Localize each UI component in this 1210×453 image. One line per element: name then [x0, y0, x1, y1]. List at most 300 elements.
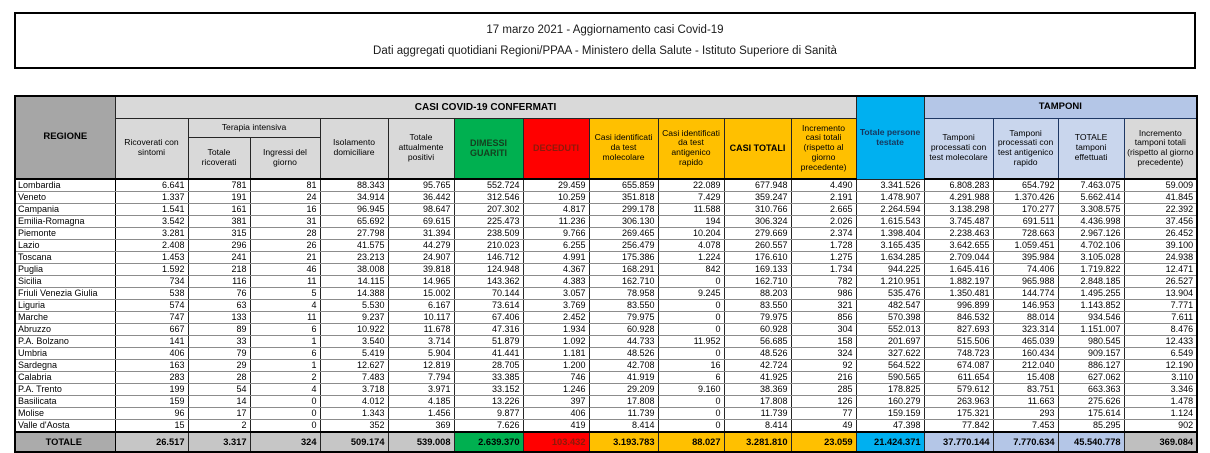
value-cell: 70.144: [454, 288, 523, 300]
region-cell: Molise: [15, 408, 115, 420]
value-cell: 13.226: [454, 396, 523, 408]
value-cell: 0: [250, 396, 320, 408]
region-cell: Basilicata: [15, 396, 115, 408]
value-cell: 677.948: [724, 179, 791, 192]
value-cell: 24: [250, 192, 320, 204]
column-header-ingressi-del-giorno: Ingressi del giorno: [250, 137, 320, 179]
value-cell: 6.167: [388, 300, 454, 312]
value-cell: 26.452: [1124, 228, 1197, 240]
value-cell: 352: [320, 420, 388, 433]
value-cell: 160.434: [993, 348, 1058, 360]
value-cell: 4.817: [523, 204, 589, 216]
value-cell: 47.398: [856, 420, 924, 433]
value-cell: 143.362: [454, 276, 523, 288]
value-cell: 194: [658, 216, 724, 228]
value-cell: 574: [115, 300, 188, 312]
value-cell: 74.406: [993, 264, 1058, 276]
value-cell: 14.388: [320, 288, 388, 300]
region-cell: Friuli Venezia Giulia: [15, 288, 115, 300]
value-cell: 38.008: [320, 264, 388, 276]
value-cell: 88.027: [658, 432, 724, 452]
value-cell: 23.059: [791, 432, 856, 452]
value-cell: 159.159: [856, 408, 924, 420]
value-cell: 263.963: [924, 396, 993, 408]
value-cell: 33.152: [454, 384, 523, 396]
value-cell: 293: [993, 408, 1058, 420]
value-cell: 590.565: [856, 372, 924, 384]
value-cell: 2.967.126: [1058, 228, 1124, 240]
value-cell: 0: [658, 312, 724, 324]
region-cell: Emilia-Romagna: [15, 216, 115, 228]
value-cell: 2.191: [791, 192, 856, 204]
value-cell: 15: [115, 420, 188, 433]
value-cell: 67.406: [454, 312, 523, 324]
value-cell: 51.879: [454, 336, 523, 348]
region-cell: Puglia: [15, 264, 115, 276]
region-cell: Sicilia: [15, 276, 115, 288]
value-cell: 6.255: [523, 240, 589, 252]
value-cell: 85.295: [1058, 420, 1124, 433]
value-cell: 10.259: [523, 192, 589, 204]
value-cell: 934.546: [1058, 312, 1124, 324]
table-row: [15, 192, 1197, 204]
value-cell: 49: [791, 420, 856, 433]
value-cell: 1.882.197: [924, 276, 993, 288]
value-cell: 77: [791, 408, 856, 420]
value-cell: 1.495.255: [1058, 288, 1124, 300]
value-cell: 169.133: [724, 264, 791, 276]
value-cell: 515.506: [924, 336, 993, 348]
column-header-incremento-tamponi: Incremento tamponi totali (rispetto al giorno precedente): [1124, 118, 1197, 179]
value-cell: 2.374: [791, 228, 856, 240]
value-cell: 9.877: [454, 408, 523, 420]
value-cell: 321: [791, 300, 856, 312]
value-cell: 1.246: [523, 384, 589, 396]
value-cell: 856: [791, 312, 856, 324]
value-cell: 26.527: [1124, 276, 1197, 288]
value-cell: 7.771: [1124, 300, 1197, 312]
value-cell: 1.398.404: [856, 228, 924, 240]
value-cell: 654.792: [993, 179, 1058, 192]
value-cell: 1.337: [115, 192, 188, 204]
value-cell: 17.808: [589, 396, 658, 408]
value-cell: 41.925: [724, 372, 791, 384]
value-cell: 212.040: [993, 360, 1058, 372]
value-cell: 8.414: [589, 420, 658, 433]
value-cell: 655.859: [589, 179, 658, 192]
table-row: [15, 204, 1197, 216]
value-cell: 260.557: [724, 240, 791, 252]
value-cell: 304: [791, 324, 856, 336]
band-header-tamponi: TAMPONI: [924, 96, 1197, 118]
value-cell: 296: [188, 240, 250, 252]
value-cell: 482.547: [856, 300, 924, 312]
region-cell: Calabria: [15, 372, 115, 384]
value-cell: 535.476: [856, 288, 924, 300]
value-cell: 60.928: [724, 324, 791, 336]
table-header: [15, 96, 1197, 179]
table-row: [15, 324, 1197, 336]
value-cell: 5.530: [320, 300, 388, 312]
value-cell: 27.798: [320, 228, 388, 240]
table-body: [15, 179, 1197, 452]
value-cell: 0: [658, 324, 724, 336]
value-cell: 126: [791, 396, 856, 408]
value-cell: 31: [250, 216, 320, 228]
covid-data-table: [14, 95, 1198, 453]
value-cell: 10.922: [320, 324, 388, 336]
value-cell: 6: [250, 324, 320, 336]
value-cell: 1.456: [388, 408, 454, 420]
value-cell: 285: [791, 384, 856, 396]
value-cell: 63: [188, 300, 250, 312]
value-cell: 1.092: [523, 336, 589, 348]
value-cell: 397: [523, 396, 589, 408]
value-cell: 33.385: [454, 372, 523, 384]
value-cell: 980.545: [1058, 336, 1124, 348]
value-cell: 846.532: [924, 312, 993, 324]
value-cell: 225.473: [454, 216, 523, 228]
value-cell: 351.818: [589, 192, 658, 204]
value-cell: 1.124: [1124, 408, 1197, 420]
value-cell: 3.057: [523, 288, 589, 300]
column-header-tamponi-antigenico: Tamponi processati con test antigenico rapido: [993, 118, 1058, 179]
value-cell: 465.039: [993, 336, 1058, 348]
value-cell: 6: [658, 372, 724, 384]
value-cell: 2.408: [115, 240, 188, 252]
value-cell: 163: [115, 360, 188, 372]
value-cell: 3.745.487: [924, 216, 993, 228]
value-cell: 2.452: [523, 312, 589, 324]
value-cell: 3.317: [188, 432, 250, 452]
value-cell: 22.089: [658, 179, 724, 192]
report-title-line2: Dati aggregati quotidiani Regioni/PPAA - Ministero della Salute - Istituto Superiore di Sanità: [373, 45, 837, 57]
value-cell: 1.592: [115, 264, 188, 276]
value-cell: 6.549: [1124, 348, 1197, 360]
region-cell: Veneto: [15, 192, 115, 204]
value-cell: 552.724: [454, 179, 523, 192]
value-cell: 256.479: [589, 240, 658, 252]
value-cell: 17.808: [724, 396, 791, 408]
value-cell: 1.350.481: [924, 288, 993, 300]
value-cell: 7.429: [658, 192, 724, 204]
value-cell: 3.281.810: [724, 432, 791, 452]
value-cell: 1.275: [791, 252, 856, 264]
value-cell: 170.277: [993, 204, 1058, 216]
value-cell: 1: [250, 360, 320, 372]
value-cell: 886.127: [1058, 360, 1124, 372]
value-cell: 0: [658, 396, 724, 408]
column-header-tamponi-molecolare: Tamponi processati con test molecolare: [924, 118, 993, 179]
value-cell: 4.291.988: [924, 192, 993, 204]
value-cell: 299.178: [589, 204, 658, 216]
report-title-line1: 17 marzo 2021 - Aggiornamento casi Covid-19: [486, 24, 724, 36]
band-header-casi-confermati: CASI COVID-19 CONFERMATI: [115, 96, 856, 118]
value-cell: 570.398: [856, 312, 924, 324]
value-cell: 306.324: [724, 216, 791, 228]
value-cell: 26.517: [115, 432, 188, 452]
value-cell: 31.394: [388, 228, 454, 240]
value-cell: 47.316: [454, 324, 523, 336]
value-cell: 14.115: [320, 276, 388, 288]
value-cell: 39.818: [388, 264, 454, 276]
value-cell: 3.971: [388, 384, 454, 396]
table-row: [15, 288, 1197, 300]
value-cell: 7.453: [993, 420, 1058, 433]
value-cell: 21: [250, 252, 320, 264]
value-cell: 175.386: [589, 252, 658, 264]
table-row: [15, 264, 1197, 276]
value-cell: 3.308.575: [1058, 204, 1124, 216]
value-cell: 2: [250, 372, 320, 384]
region-cell: Valle d'Aosta: [15, 420, 115, 433]
region-cell: Liguria: [15, 300, 115, 312]
value-cell: 369.084: [1124, 432, 1197, 452]
value-cell: 146.712: [454, 252, 523, 264]
value-cell: 996.899: [924, 300, 993, 312]
value-cell: 3.110: [1124, 372, 1197, 384]
table-row: [15, 240, 1197, 252]
value-cell: 162.710: [589, 276, 658, 288]
value-cell: 16: [250, 204, 320, 216]
value-cell: 69.615: [388, 216, 454, 228]
value-cell: 79.975: [589, 312, 658, 324]
value-cell: 98.647: [388, 204, 454, 216]
value-cell: 133: [188, 312, 250, 324]
value-cell: 1.478: [1124, 396, 1197, 408]
value-cell: 1.181: [523, 348, 589, 360]
value-cell: 944.225: [856, 264, 924, 276]
value-cell: 538: [115, 288, 188, 300]
value-cell: 17: [188, 408, 250, 420]
value-cell: 3.540: [320, 336, 388, 348]
value-cell: 2.264.594: [856, 204, 924, 216]
value-cell: 324: [250, 432, 320, 452]
value-cell: 21.424.371: [856, 432, 924, 452]
value-cell: 41.575: [320, 240, 388, 252]
value-cell: 734: [115, 276, 188, 288]
value-cell: 37.770.144: [924, 432, 993, 452]
table-row: [15, 336, 1197, 348]
value-cell: 83.751: [993, 384, 1058, 396]
value-cell: 210.023: [454, 240, 523, 252]
band-header-terapia-intensiva: Terapia intensiva: [188, 118, 320, 137]
value-cell: 9.245: [658, 288, 724, 300]
value-cell: 3.138.298: [924, 204, 993, 216]
value-cell: 54: [188, 384, 250, 396]
value-cell: 162.710: [724, 276, 791, 288]
value-cell: 842: [658, 264, 724, 276]
value-cell: 29.209: [589, 384, 658, 396]
value-cell: 11.678: [388, 324, 454, 336]
value-cell: 1.634.285: [856, 252, 924, 264]
value-cell: 65.692: [320, 216, 388, 228]
value-cell: 103.432: [523, 432, 589, 452]
value-cell: 7.483: [320, 372, 388, 384]
value-cell: 1.143.852: [1058, 300, 1124, 312]
value-cell: 201.697: [856, 336, 924, 348]
value-cell: 3.769: [523, 300, 589, 312]
value-cell: 14: [188, 396, 250, 408]
value-cell: 552.013: [856, 324, 924, 336]
value-cell: 33: [188, 336, 250, 348]
table-row: [15, 228, 1197, 240]
value-cell: 3.193.783: [589, 432, 658, 452]
value-cell: 2.026: [791, 216, 856, 228]
value-cell: 5.662.414: [1058, 192, 1124, 204]
value-cell: 11.739: [589, 408, 658, 420]
value-cell: 116: [188, 276, 250, 288]
value-cell: 12.190: [1124, 360, 1197, 372]
value-cell: 0: [658, 276, 724, 288]
value-cell: 124.948: [454, 264, 523, 276]
value-cell: 175.614: [1058, 408, 1124, 420]
value-cell: 9.766: [523, 228, 589, 240]
value-cell: 88.203: [724, 288, 791, 300]
value-cell: 141: [115, 336, 188, 348]
value-cell: 965.988: [993, 276, 1058, 288]
value-cell: 5.904: [388, 348, 454, 360]
value-cell: 663.363: [1058, 384, 1124, 396]
value-cell: 42.708: [589, 360, 658, 372]
value-cell: 5.419: [320, 348, 388, 360]
value-cell: 241: [188, 252, 250, 264]
value-cell: 92: [791, 360, 856, 372]
value-cell: 79.975: [724, 312, 791, 324]
value-cell: 73.614: [454, 300, 523, 312]
value-cell: 81: [250, 179, 320, 192]
value-cell: 144.774: [993, 288, 1058, 300]
value-cell: 986: [791, 288, 856, 300]
value-cell: 13.904: [1124, 288, 1197, 300]
value-cell: 0: [250, 420, 320, 433]
value-cell: 8.476: [1124, 324, 1197, 336]
value-cell: 218: [188, 264, 250, 276]
value-cell: 38.369: [724, 384, 791, 396]
value-cell: 29.459: [523, 179, 589, 192]
value-cell: 56.685: [724, 336, 791, 348]
value-cell: 5: [250, 288, 320, 300]
table-row: [15, 312, 1197, 324]
value-cell: 1.200: [523, 360, 589, 372]
value-cell: 3.542: [115, 216, 188, 228]
value-cell: 2.639.370: [454, 432, 523, 452]
value-cell: 1.541: [115, 204, 188, 216]
value-cell: 199: [115, 384, 188, 396]
value-cell: 1.370.426: [993, 192, 1058, 204]
value-cell: 7.794: [388, 372, 454, 384]
value-cell: 34.914: [320, 192, 388, 204]
value-cell: 12.433: [1124, 336, 1197, 348]
value-cell: 11.663: [993, 396, 1058, 408]
value-cell: 6.641: [115, 179, 188, 192]
value-cell: 88.014: [993, 312, 1058, 324]
column-header-totale-ricoverati: Totale ricoverati: [188, 137, 250, 179]
value-cell: 0: [250, 408, 320, 420]
value-cell: 419: [523, 420, 589, 433]
value-cell: 1.453: [115, 252, 188, 264]
value-cell: 1.478.907: [856, 192, 924, 204]
region-cell: Marche: [15, 312, 115, 324]
value-cell: 1.934: [523, 324, 589, 336]
table-row: [15, 432, 1197, 452]
value-cell: 6.808.283: [924, 179, 993, 192]
value-cell: 4.012: [320, 396, 388, 408]
value-cell: 667: [115, 324, 188, 336]
value-cell: 7.770.634: [993, 432, 1058, 452]
value-cell: 2: [188, 420, 250, 433]
value-cell: 96: [115, 408, 188, 420]
value-cell: 216: [791, 372, 856, 384]
region-cell: TOTALE: [15, 432, 115, 452]
value-cell: 3.642.655: [924, 240, 993, 252]
value-cell: 83.550: [589, 300, 658, 312]
value-cell: 7.463.075: [1058, 179, 1124, 192]
value-cell: 7.611: [1124, 312, 1197, 324]
value-cell: 4.185: [388, 396, 454, 408]
value-cell: 4.490: [791, 179, 856, 192]
value-cell: 161: [188, 204, 250, 216]
value-cell: 4: [250, 384, 320, 396]
value-cell: 88.343: [320, 179, 388, 192]
table-row: [15, 300, 1197, 312]
column-header-totale-tamponi: TOTALE tamponi effettuati: [1058, 118, 1124, 179]
region-cell: Campania: [15, 204, 115, 216]
value-cell: 827.693: [924, 324, 993, 336]
value-cell: 60.928: [589, 324, 658, 336]
table-row: [15, 348, 1197, 360]
value-cell: 89: [188, 324, 250, 336]
value-cell: 782: [791, 276, 856, 288]
value-cell: 4: [250, 300, 320, 312]
value-cell: 327.622: [856, 348, 924, 360]
value-cell: 176.610: [724, 252, 791, 264]
value-cell: 579.612: [924, 384, 993, 396]
value-cell: 4.436.998: [1058, 216, 1124, 228]
table-row: [15, 408, 1197, 420]
value-cell: 159: [115, 396, 188, 408]
value-cell: 4.383: [523, 276, 589, 288]
value-cell: 627.062: [1058, 372, 1124, 384]
value-cell: 12.471: [1124, 264, 1197, 276]
value-cell: 747: [115, 312, 188, 324]
value-cell: 369: [388, 420, 454, 433]
region-cell: Umbria: [15, 348, 115, 360]
value-cell: 28: [250, 228, 320, 240]
column-header-totale-attualmente-positivi: Totale attualmente positivi: [388, 118, 454, 179]
value-cell: 8.414: [724, 420, 791, 433]
value-cell: 1.615.543: [856, 216, 924, 228]
value-cell: 2.665: [791, 204, 856, 216]
value-cell: 29: [188, 360, 250, 372]
value-cell: 28: [188, 372, 250, 384]
value-cell: 359.247: [724, 192, 791, 204]
value-cell: 324: [791, 348, 856, 360]
value-cell: 44.279: [388, 240, 454, 252]
value-cell: 4.702.106: [1058, 240, 1124, 252]
region-cell: Sardegna: [15, 360, 115, 372]
value-cell: 269.465: [589, 228, 658, 240]
column-header-regione: REGIONE: [15, 96, 115, 179]
value-cell: 77.842: [924, 420, 993, 433]
value-cell: 6: [250, 348, 320, 360]
value-cell: 46: [250, 264, 320, 276]
value-cell: 1.645.416: [924, 264, 993, 276]
value-cell: 0: [658, 408, 724, 420]
value-cell: 11: [250, 276, 320, 288]
value-cell: 781: [188, 179, 250, 192]
value-cell: 564.522: [856, 360, 924, 372]
